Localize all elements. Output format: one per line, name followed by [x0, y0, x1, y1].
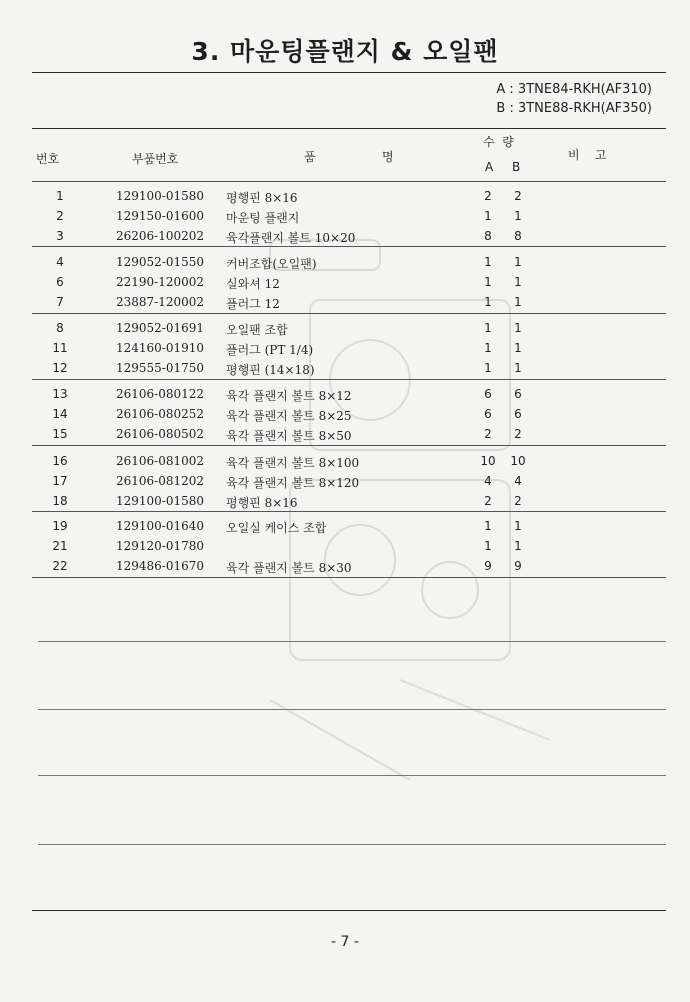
part-number: 26206-100202 — [116, 229, 205, 243]
qty-b: 1 — [514, 519, 522, 533]
header-remarks: 비 고 — [568, 148, 607, 162]
page-title: 3. 마운팅플랜지 & 오일팬 — [191, 37, 499, 66]
part-number: 22190-120002 — [116, 275, 205, 289]
part-name: 육각 플랜지 볼트 8×25 — [226, 409, 352, 423]
part-number: 129052-01691 — [116, 321, 205, 335]
qty-a: 1 — [484, 209, 492, 223]
part-name: 오일팬 조합 — [226, 323, 288, 337]
qty-b: 4 — [514, 474, 522, 488]
part-name: 육각플랜지 볼트 10×20 — [226, 231, 356, 245]
row-number: 11 — [52, 341, 68, 355]
qty-a: 6 — [484, 407, 492, 421]
qty-a: 9 — [484, 559, 492, 573]
group-separator-rule — [32, 313, 666, 314]
qty-b: 1 — [514, 539, 522, 553]
part-number: 129100-01580 — [116, 189, 205, 203]
part-number: 129486-01670 — [116, 559, 205, 573]
header-name-2: 명 — [382, 150, 394, 164]
qty-a: 1 — [484, 361, 492, 375]
qty-a: 1 — [484, 275, 492, 289]
row-number: 3 — [56, 229, 64, 243]
qty-a: 2 — [484, 189, 492, 203]
qty-b: 2 — [514, 427, 522, 441]
group-separator-rule — [32, 577, 666, 578]
page-number: - 7 - — [331, 934, 359, 950]
qty-b: 1 — [514, 361, 522, 375]
part-number: 26106-080502 — [116, 427, 205, 441]
part-number: 129555-01750 — [116, 361, 205, 375]
qty-b: 1 — [514, 321, 522, 335]
part-number: 129052-01550 — [116, 255, 205, 269]
qty-a: 1 — [484, 321, 492, 335]
row-number: 13 — [52, 387, 68, 401]
part-number: 129100-01640 — [116, 519, 205, 533]
row-number: 14 — [52, 407, 68, 421]
row-number: 7 — [56, 295, 64, 309]
qty-b: 9 — [514, 559, 522, 573]
qty-a: 4 — [484, 474, 492, 488]
model-legend — [496, 80, 652, 118]
qty-a: 1 — [484, 295, 492, 309]
row-number: 17 — [52, 474, 68, 488]
qty-a: 1 — [484, 519, 492, 533]
table-bottom-rule — [32, 910, 666, 911]
header-part-no: 부품번호 — [132, 152, 179, 166]
part-name: 플러그 12 — [226, 297, 280, 311]
qty-b: 1 — [514, 341, 522, 355]
part-number: 129100-01580 — [116, 494, 205, 508]
part-name: 커버조합(오일팬) — [226, 257, 317, 271]
qty-b: 6 — [514, 407, 522, 421]
model-b: B : 3TNE88-RKH(AF350) — [496, 101, 652, 116]
qty-b: 1 — [514, 255, 522, 269]
qty-a: 2 — [484, 427, 492, 441]
row-number: 12 — [52, 361, 68, 375]
row-number: 8 — [56, 321, 64, 335]
part-name: 육각 플랜지 볼트 8×50 — [226, 429, 352, 443]
part-name: 플러그 (PT 1/4) — [226, 343, 314, 357]
model-a: A : 3TNE84-RKH(AF310) — [496, 82, 652, 97]
qty-b: 2 — [514, 494, 522, 508]
header-qty-a: A — [485, 160, 494, 174]
part-number: 26106-081002 — [116, 454, 205, 468]
part-number: 26106-081202 — [116, 474, 205, 488]
blank-rule — [38, 844, 666, 845]
part-name: 육각 플랜지 볼트 8×120 — [226, 476, 360, 490]
header-qty-b: B — [512, 160, 521, 174]
row-number: 1 — [56, 189, 64, 203]
qty-a: 6 — [484, 387, 492, 401]
row-number: 4 — [56, 255, 64, 269]
part-name: 마운팅 플랜지 — [226, 211, 300, 225]
part-name: 육각 플랜지 볼트 8×30 — [226, 561, 352, 575]
header-no: 번호 — [36, 152, 60, 166]
part-name: 육각 플랜지 볼트 8×100 — [226, 456, 360, 470]
row-number: 6 — [56, 275, 64, 289]
blank-rule — [38, 775, 666, 776]
qty-a: 8 — [484, 229, 492, 243]
row-number: 15 — [52, 427, 68, 441]
blank-rule — [38, 709, 666, 710]
table-top-rule — [32, 128, 666, 129]
header-bottom-rule — [32, 181, 666, 182]
group-separator-rule — [32, 511, 666, 512]
part-name: 평행핀 8×16 — [226, 191, 298, 205]
qty-b: 8 — [514, 229, 522, 243]
row-number: 18 — [52, 494, 68, 508]
qty-b: 2 — [514, 189, 522, 203]
qty-a: 2 — [484, 494, 492, 508]
row-number: 2 — [56, 209, 64, 223]
part-number: 129120-01780 — [116, 539, 205, 553]
part-name: 육각 플랜지 볼트 8×12 — [226, 389, 352, 403]
part-number: 129150-01600 — [116, 209, 205, 223]
row-number: 22 — [52, 559, 68, 573]
part-number: 26106-080252 — [116, 407, 205, 421]
blank-rule — [38, 641, 666, 642]
row-number: 19 — [52, 519, 68, 533]
header-name-1: 품 — [304, 150, 316, 164]
part-name: 실와셔 12 — [226, 277, 280, 291]
qty-a: 1 — [484, 341, 492, 355]
qty-a: 10 — [480, 454, 496, 468]
row-number: 21 — [52, 539, 68, 553]
part-number: 23887-120002 — [116, 295, 205, 309]
group-separator-rule — [32, 445, 666, 446]
qty-a: 1 — [484, 539, 492, 553]
qty-b: 1 — [514, 295, 522, 309]
group-separator-rule — [32, 246, 666, 247]
group-separator-rule — [32, 379, 666, 380]
part-name: 평행핀 (14×18) — [226, 363, 315, 377]
header-qty: 수 량 — [483, 135, 514, 149]
qty-b: 1 — [514, 209, 522, 223]
qty-a: 1 — [484, 255, 492, 269]
qty-b: 6 — [514, 387, 522, 401]
qty-b: 1 — [514, 275, 522, 289]
row-number: 16 — [52, 454, 68, 468]
part-number: 26106-080122 — [116, 387, 205, 401]
qty-b: 10 — [510, 454, 526, 468]
part-number: 124160-01910 — [116, 341, 205, 355]
title-underline — [32, 72, 666, 73]
part-name: 오일실 케이스 조합 — [226, 521, 327, 535]
part-name: 평행핀 8×16 — [226, 496, 298, 510]
